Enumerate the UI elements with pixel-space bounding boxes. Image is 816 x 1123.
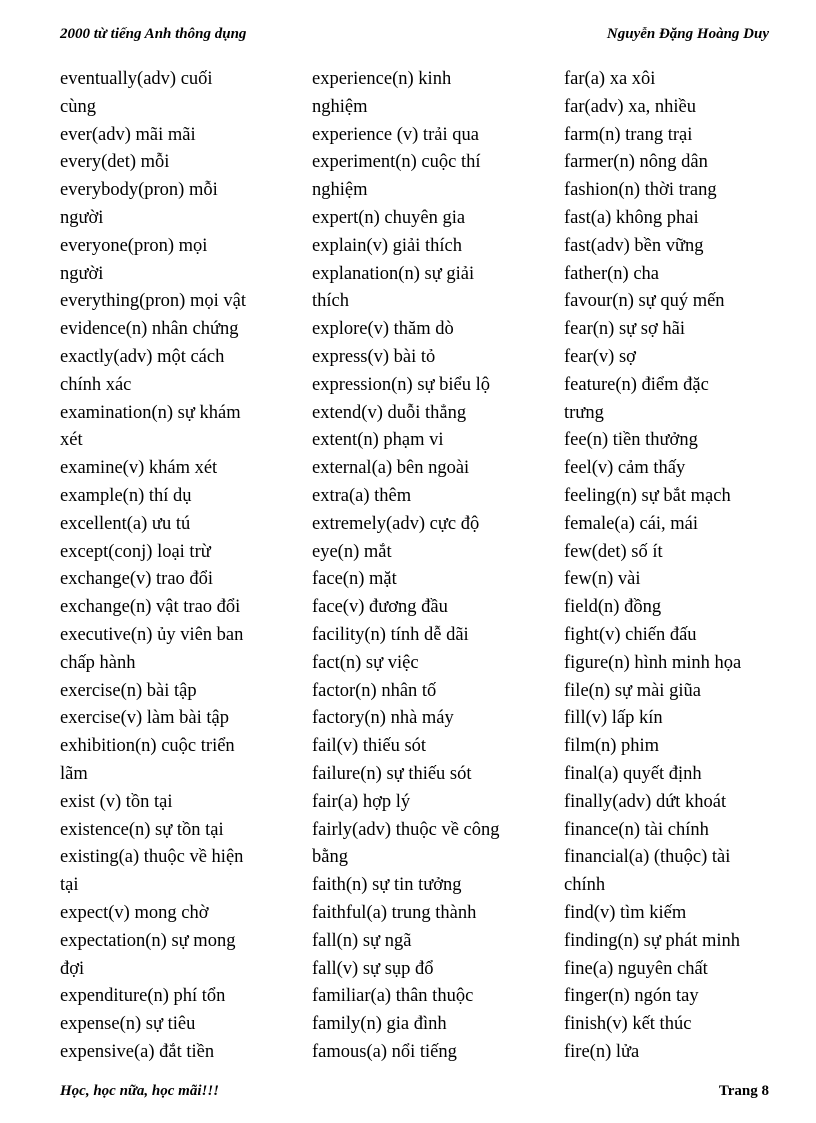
vocab-line: finger(n) ngón tay	[564, 986, 699, 1007]
vocab-line: failure(n) sự thiếu sót	[312, 763, 472, 784]
vocab-line: experiment(n) cuộc thí	[312, 152, 481, 173]
vocab-line: faithful(a) trung thành	[312, 902, 477, 923]
vocab-line: trưng	[564, 402, 604, 423]
vocab-line: executive(n) ủy viên ban	[60, 624, 244, 645]
vocab-line: finally(adv) dứt khoát	[564, 791, 727, 812]
vocab-line: fail(v) thiếu sót	[312, 736, 427, 757]
vocab-line: người	[60, 263, 104, 284]
vocab-line: exist (v) tồn tại	[60, 791, 173, 812]
vocab-line: except(conj) loại trừ	[60, 541, 211, 562]
vocab-line: existing(a) thuộc về hiện	[60, 847, 244, 868]
vocab-line: field(n) đồng	[564, 597, 662, 618]
vocab-line: fee(n) tiền thưởng	[564, 430, 698, 451]
vocab-line: external(a) bên ngoài	[312, 458, 470, 479]
page-number: Trang 8	[718, 1083, 769, 1099]
vocab-line: face(n) mặt	[312, 569, 397, 590]
vocab-line: far(a) xa xôi	[564, 69, 656, 89]
vocab-line: examine(v) khám xét	[60, 458, 218, 479]
vocab-line: expectation(n) sự mong	[60, 930, 236, 951]
vocab-line: express(v) bài tỏ	[312, 346, 436, 367]
footer-motto: Học, học nữa, học mãi!!!	[60, 1083, 220, 1099]
vocab-line: everybody(pron) mỗi	[60, 180, 218, 201]
vocab-line: extra(a) thêm	[312, 485, 412, 506]
vocab-line: chấp hành	[60, 652, 136, 673]
vocab-line: existence(n) sự tồn tại	[60, 819, 224, 840]
vocab-line: exercise(v) làm bài tập	[60, 708, 229, 729]
vocab-line: everyone(pron) mọi	[60, 235, 208, 256]
vocab-line: expense(n) sự tiêu	[60, 1014, 196, 1035]
vocab-line: familiar(a) thân thuộc	[312, 986, 474, 1007]
vocab-line: expensive(a) đắt tiền	[60, 1041, 215, 1062]
vocab-line: expert(n) chuyên gia	[312, 207, 466, 228]
vocab-line: facility(n) tính dễ dãi	[312, 624, 469, 645]
vocab-line: far(adv) xa, nhiều	[564, 96, 697, 117]
vocab-line: thích	[312, 291, 349, 312]
vocab-line: exactly(adv) một cách	[60, 346, 225, 367]
vocab-line: every(det) mỗi	[60, 152, 170, 173]
vocab-line: extend(v) duỗi thẳng	[312, 402, 467, 423]
vocab-line: cùng	[60, 96, 96, 117]
vocab-line: file(n) sự mài giũa	[564, 680, 701, 701]
vocab-line: expression(n) sự biểu lộ	[312, 374, 491, 395]
vocab-line: farmer(n) nông dân	[564, 152, 708, 173]
vocab-line: exhibition(n) cuộc triển	[60, 736, 235, 757]
vocab-line: finding(n) sự phát minh	[564, 930, 740, 951]
vocab-line: fast(a) không phai	[564, 207, 699, 228]
vocab-column-1	[60, 66, 300, 1067]
vocab-line: fairly(adv) thuộc về công	[312, 819, 500, 840]
vocab-line: financial(a) (thuộc) tài	[564, 847, 731, 868]
vocab-line: fear(v) sợ	[564, 346, 636, 367]
vocab-line: final(a) quyết định	[564, 763, 702, 784]
vocab-line: nghiệm	[312, 180, 368, 201]
vocab-line: fashion(n) thời trang	[564, 180, 717, 201]
vocab-line: exchange(n) vật trao đổi	[60, 597, 241, 618]
vocab-line: few(n) vài	[564, 569, 641, 590]
vocab-column-3	[564, 66, 804, 1067]
vocab-line: examination(n) sự khám	[60, 402, 241, 423]
vocab-line: expect(v) mong chờ	[60, 902, 209, 923]
vocab-line: evidence(n) nhân chứng	[60, 319, 239, 340]
vocab-line: favour(n) sự quý mến	[564, 291, 725, 312]
vocab-line: famous(a) nổi tiếng	[312, 1041, 457, 1062]
vocab-line: example(n) thí dụ	[60, 485, 192, 506]
vocab-line: expenditure(n) phí tổn	[60, 986, 226, 1007]
vocab-line: explore(v) thăm dò	[312, 319, 454, 340]
vocab-line: xét	[60, 430, 83, 451]
vocab-line: fair(a) hợp lý	[312, 791, 411, 812]
vocab-line: farm(n) trang trại	[564, 124, 693, 145]
vocab-line: ever(adv) mãi mãi	[60, 124, 196, 145]
header-title: 2000 từ tiếng Anh thông dụng	[60, 26, 247, 42]
vocab-line: eye(n) mắt	[312, 541, 392, 562]
vocab-line: factory(n) nhà máy	[312, 708, 454, 729]
vocab-line: fast(adv) bền vững	[564, 235, 704, 256]
vocab-line: fall(n) sự ngã	[312, 930, 412, 951]
vocab-line: eventually(adv) cuối	[60, 69, 213, 89]
vocab-line: tại	[60, 875, 79, 896]
vocab-line: experience(n) kinh	[312, 69, 452, 89]
vocab-line: feel(v) cảm thấy	[564, 458, 686, 479]
vocab-line: fear(n) sự sợ hãi	[564, 319, 685, 340]
header-author: Nguyễn Đặng Hoàng Duy	[606, 26, 769, 42]
vocab-line: bằng	[312, 847, 348, 868]
vocab-line: film(n) phim	[564, 736, 660, 757]
vocab-line: exchange(v) trao đổi	[60, 569, 214, 590]
vocab-line: excellent(a) ưu tú	[60, 513, 191, 534]
vocab-line: family(n) gia đình	[312, 1014, 447, 1035]
vocab-line: find(v) tìm kiếm	[564, 902, 687, 923]
vocab-line: few(det) số ít	[564, 541, 663, 562]
vocab-line: everything(pron) mọi vật	[60, 291, 246, 312]
vocab-line: finance(n) tài chính	[564, 819, 709, 840]
vocab-line: feeling(n) sự bắt mạch	[564, 485, 731, 506]
vocab-line: extremely(adv) cực độ	[312, 513, 480, 534]
vocab-line: experience (v) trải qua	[312, 124, 479, 145]
vocab-line: feature(n) điểm đặc	[564, 374, 709, 395]
vocab-line: nghiệm	[312, 96, 368, 117]
vocab-line: chính	[564, 875, 606, 896]
vocab-line: lãm	[60, 763, 88, 784]
vocab-line: chính xác	[60, 374, 132, 395]
vocab-line: female(a) cái, mái	[564, 513, 699, 534]
vocab-line: exercise(n) bài tập	[60, 680, 197, 701]
vocab-line: fight(v) chiến đấu	[564, 624, 697, 645]
vocab-line: explain(v) giải thích	[312, 235, 463, 256]
vocab-line: figure(n) hình minh họa	[564, 652, 742, 673]
vocab-line: fill(v) lấp kín	[564, 708, 663, 729]
vocab-line: extent(n) phạm vi	[312, 430, 444, 451]
vocab-line: fire(n) lửa	[564, 1041, 640, 1062]
vocab-line: face(v) đương đầu	[312, 597, 448, 618]
vocab-line: faith(n) sự tin tưởng	[312, 875, 462, 896]
vocab-line: người	[60, 207, 104, 228]
vocab-line: fall(v) sự sụp đổ	[312, 958, 434, 979]
vocab-line: father(n) cha	[564, 263, 660, 284]
vocab-line: finish(v) kết thúc	[564, 1014, 692, 1035]
vocab-line: fine(a) nguyên chất	[564, 958, 708, 979]
vocab-line: đợi	[60, 958, 85, 979]
vocab-line: explanation(n) sự giải	[312, 263, 475, 284]
vocab-line: fact(n) sự việc	[312, 652, 419, 673]
vocab-column-2	[312, 66, 552, 1067]
vocab-line: factor(n) nhân tố	[312, 680, 437, 701]
